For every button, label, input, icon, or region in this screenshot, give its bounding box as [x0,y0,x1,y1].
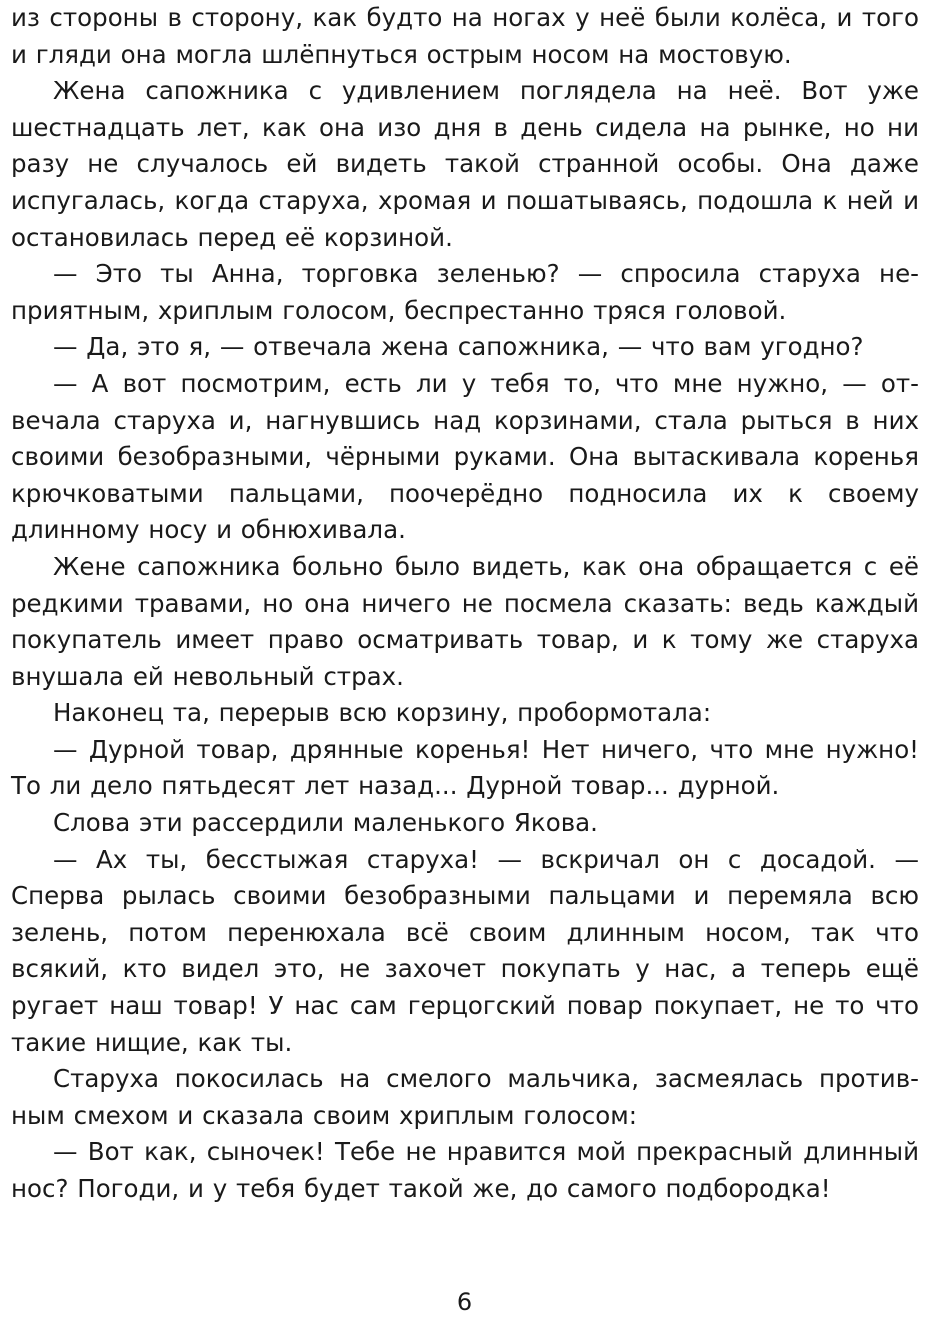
paragraph-1: из стороны в сторону, как будто на ногах у неё были колёса, и того и гляди она могла шлёпнуться острым носом на мостовую. [11,3,919,69]
paragraph-5: — А вот посмотрим, есть ли у тебя то, что мне нужно, — отвечала старуха и, нагнувшись над корзинами, стала рыться в них своими безобразными, чёрными руками. Она вытаскивала коренья крючковатыми пальцами, поочерёдно подносила их к своему длинному носу и обнюхивала. [11,368,919,545]
paragraph-12: — Вот как, сыночек! Тебе не нравится мой прекрасный длинный нос? Погоди, и у тебя будет такой же, до самого подбородка! [11,1137,919,1203]
paragraph-4: — Да, это я, — отвечала жена сапожника, — что вам угодно? [53,332,864,362]
paragraph-7: Наконец та, перерыв всю корзину, пробормотала: [53,698,712,728]
paragraph-8: — Дурной товар, дрянные коренья! Нет ничего, что мне нужно! То ли дело пятьдесят лет назад... Дурной товар... дурной. [11,734,919,801]
paragraph-11: Старуха покосилась на смелого мальчика, засмеялась противным смехом и сказала своим хриплым голосом: [11,1064,919,1130]
paragraph-6: Жене сапожника больно было видеть, как она обращается с её редкими травами, но она ничего не посмела сказать: ведь каждый покупатель имеет право осматривать товар, и к тому же старуха внушала ей невольный страх. [11,551,919,691]
paragraph-9: Слова эти рассердили маленького Якова. [53,808,598,838]
paragraph-2: Жена сапожника с удивлением поглядела на неё. Вот уже шестнадцать лет, как она изо дня в день сидела на рынке, но ни разу не случалось ей видеть такой странной особы. Она даже испугалась, когда старуха, хромая и пошатываясь, подошла к ней и остановилась перед её корзиной. [11,76,919,252]
paragraph-3: — Это ты Анна, торговка зеленью? — спросила старуха неприятным, хриплым голосом, беспрестанно тряся головой. [11,259,919,325]
paragraph-10: — Ах ты, бесстыжая старуха! — вскричал он с досадой. — Сперва рылась своими безобразными пальцами и перемяла всю зелень, потом перенюхала всё своим длинным носом, так что всякий, кто видел это, не захочет покупать у нас, а теперь ещё ругает наш товар! У нас сам герцогский повар покупает, не то что такие нищие, как ты. [11,844,919,1057]
page-body-text [11,0,919,1208]
page-number: 6 [456,1288,473,1316]
